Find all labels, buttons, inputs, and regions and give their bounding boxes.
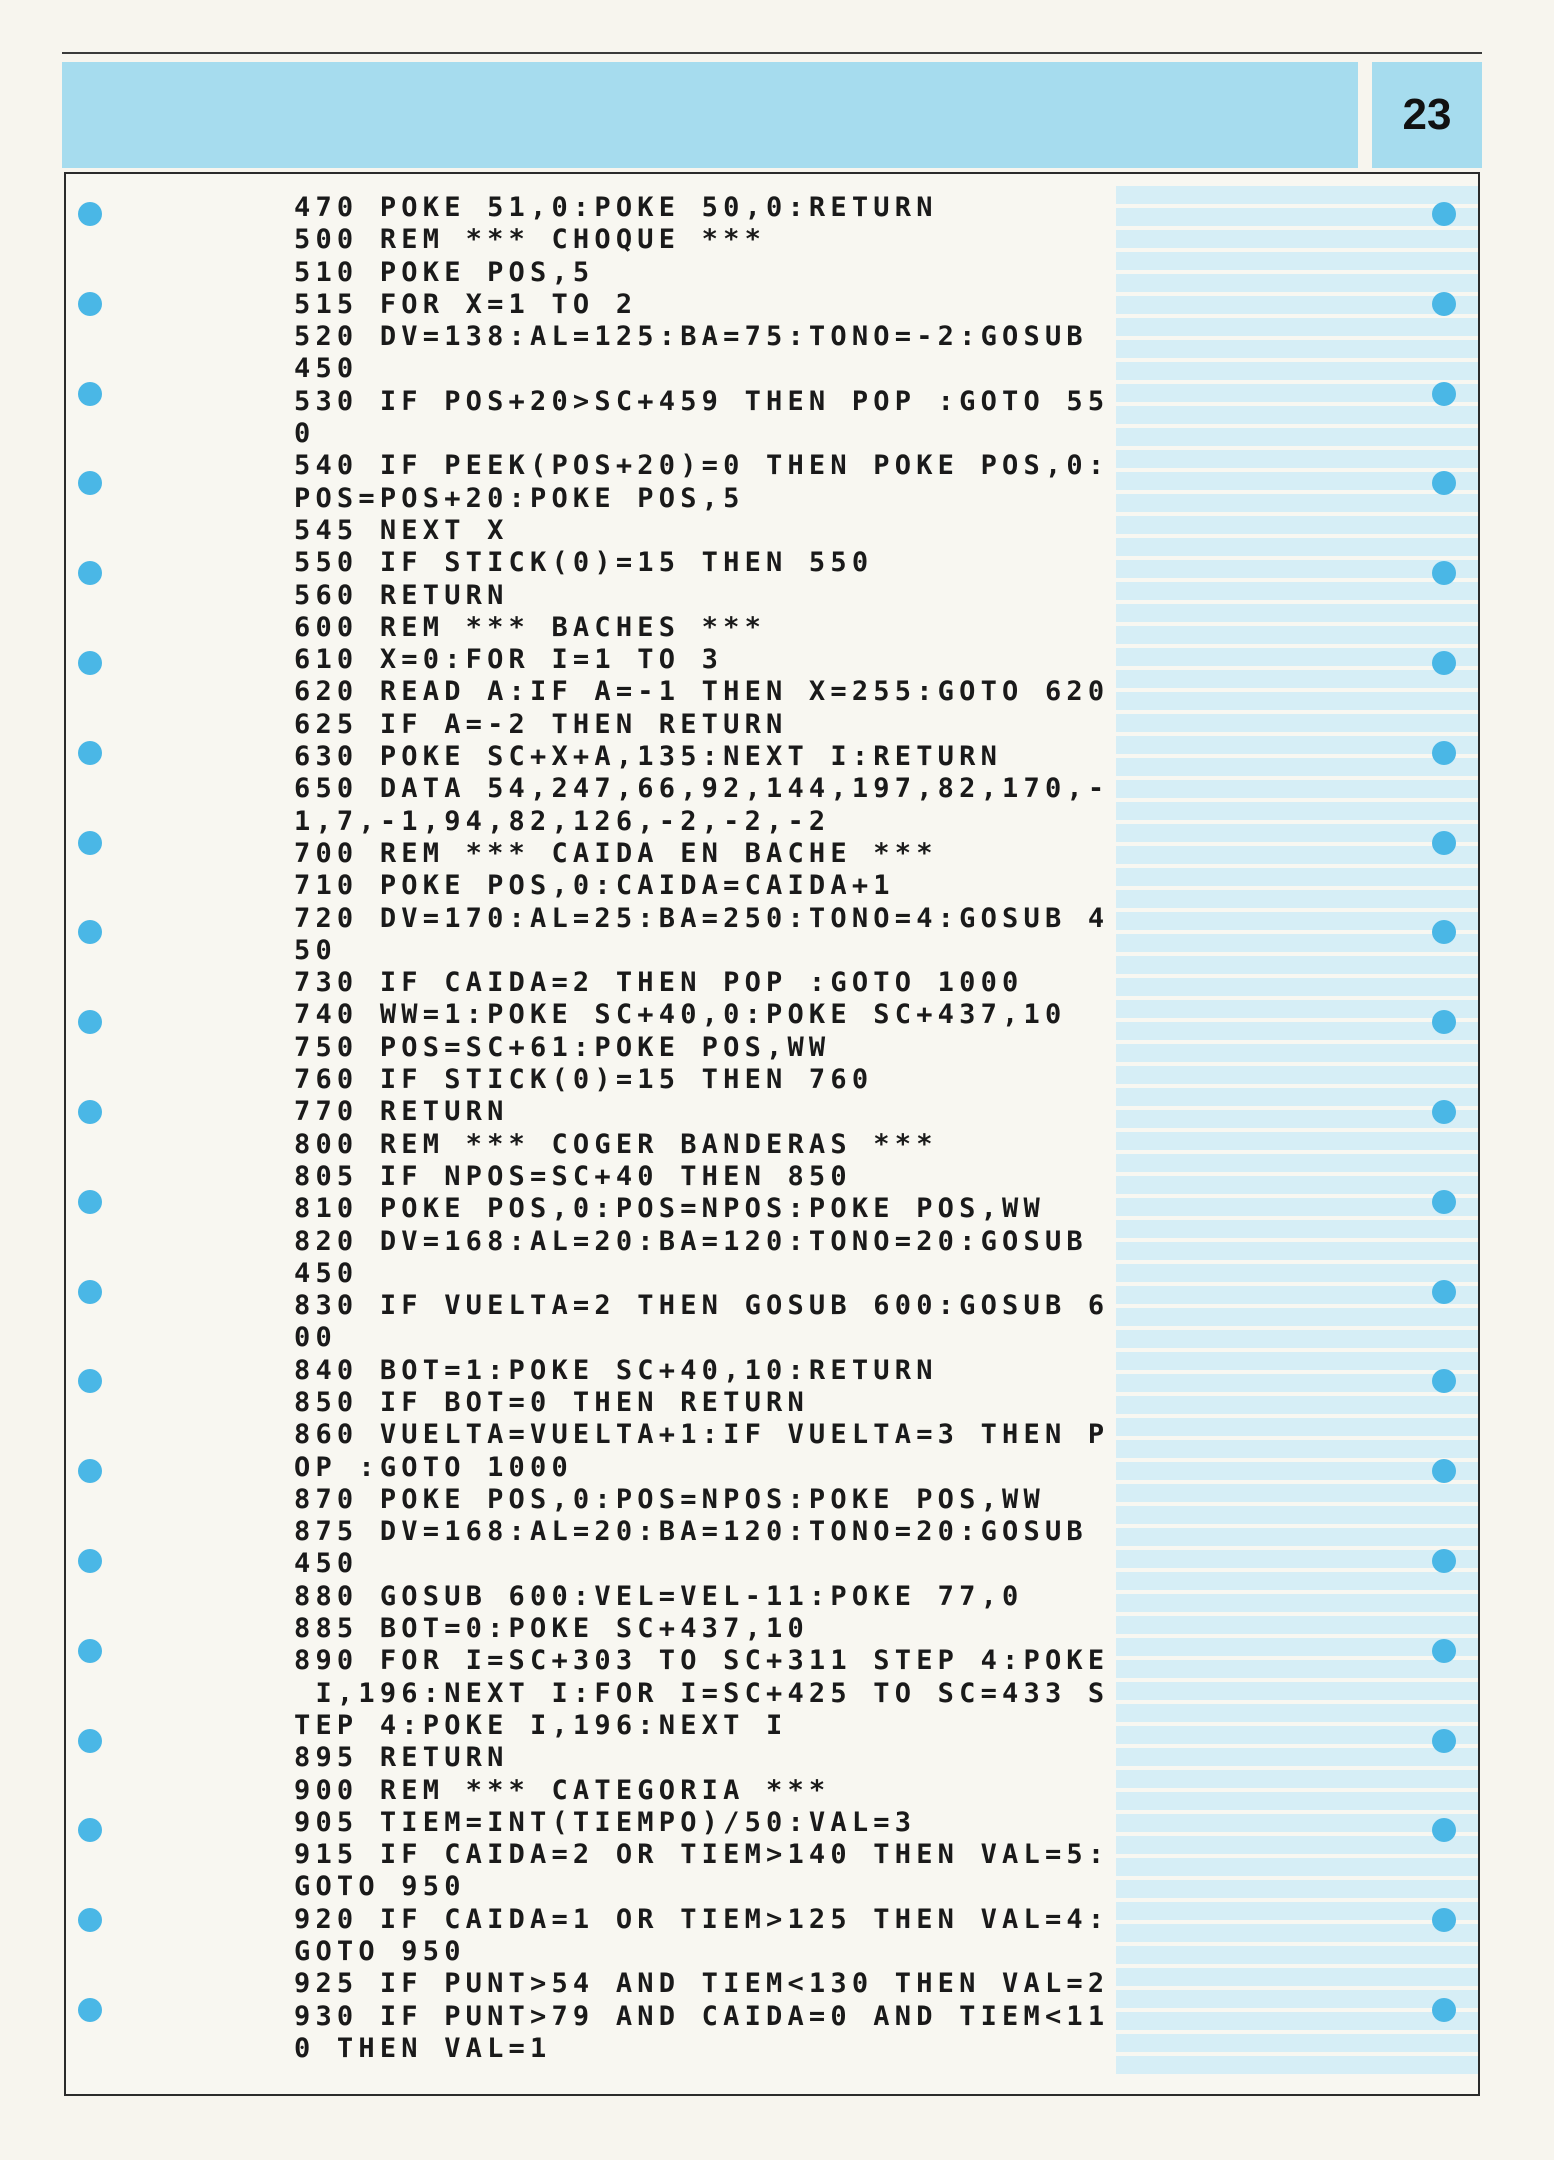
- code-line: 625 IF A=-2 THEN RETURN: [294, 708, 788, 740]
- code-line: 520 DV=138:AL=125:BA=75:TONO=-2:GOSUB: [294, 321, 1088, 353]
- printout-stripe: [1116, 1418, 1480, 1436]
- sprocket-hole-icon: [78, 202, 102, 226]
- printout-stripe: [1116, 1748, 1480, 1766]
- sprocket-hole-icon: [78, 1369, 102, 1393]
- sprocket-hole-icon: [1432, 202, 1456, 226]
- printout-stripe: [1116, 428, 1480, 446]
- printout-stripe: [1116, 736, 1480, 754]
- basic-listing: [294, 192, 1109, 2065]
- printout-stripe: [1116, 780, 1480, 798]
- printout-stripe: [1116, 406, 1480, 424]
- printout-stripe: [1116, 670, 1480, 688]
- code-line: 900 REM *** CATEGORIA ***: [294, 1774, 831, 1806]
- sprocket-hole-icon: [1432, 1908, 1456, 1932]
- sprocket-hole-icon: [78, 471, 102, 495]
- printout-stripe: [1116, 538, 1480, 556]
- printout-stripe: [1116, 1836, 1480, 1854]
- sprocket-hole-icon: [1432, 1100, 1456, 1124]
- code-line: 730 IF CAIDA=2 THEN POP :GOTO 1000: [294, 967, 1024, 999]
- printout-stripe: [1116, 1506, 1480, 1524]
- code-line: 750 POS=SC+61:POKE POS,WW: [294, 1031, 831, 1063]
- printout-stripe: [1116, 340, 1480, 358]
- printout-stripe: [1116, 2012, 1480, 2030]
- printout-stripe: [1116, 1044, 1480, 1062]
- sprocket-hole-icon: [1432, 1639, 1456, 1663]
- printout-stripe: [1116, 604, 1480, 622]
- sprocket-hole-icon: [1432, 471, 1456, 495]
- code-line: 470 POKE 51,0:POKE 50,0:RETURN: [294, 192, 938, 223]
- code-line: 50: [294, 934, 337, 966]
- printout-stripe: [1116, 1330, 1480, 1348]
- sprocket-hole-icon: [1432, 561, 1456, 585]
- sprocket-hole-icon: [1432, 1010, 1456, 1034]
- printout-stripe: [1116, 560, 1480, 578]
- printout-stripe: [1116, 912, 1480, 930]
- code-line: 00: [294, 1322, 337, 1354]
- code-line: 905 TIEM=INT(TIEMPO)/50:VAL=3: [294, 1806, 917, 1838]
- code-line: 830 IF VUELTA=2 THEN GOSUB 600:GOSUB 6: [294, 1290, 1110, 1322]
- code-line: 700 REM *** CAIDA EN BACHE ***: [294, 837, 938, 869]
- code-line: 710 POKE POS,0:CAIDA=CAIDA+1: [294, 870, 895, 902]
- code-line: 1,7,-1,94,82,126,-2,-2,-2: [294, 805, 831, 837]
- code-line: 860 VUELTA=VUELTA+1:IF VUELTA=3 THEN P: [294, 1419, 1110, 1451]
- code-line: 510 POKE POS,5: [294, 256, 595, 288]
- sprocket-hole-icon: [78, 1639, 102, 1663]
- code-line: 920 IF CAIDA=1 OR TIEM>125 THEN VAL=4:: [294, 1903, 1110, 1935]
- printout-stripe: [1116, 758, 1480, 776]
- printout-stripe: [1116, 362, 1480, 380]
- left-sprocket-holes: [78, 172, 118, 2096]
- printout-stripe: [1116, 692, 1480, 710]
- code-line: 560 RETURN: [294, 579, 509, 611]
- code-line: 545 NEXT X: [294, 514, 509, 546]
- code-line: TEP 4:POKE I,196:NEXT I: [294, 1709, 788, 1741]
- printout-stripe: [1116, 956, 1480, 974]
- printout-stripe: [1116, 802, 1480, 820]
- sprocket-hole-icon: [78, 831, 102, 855]
- sprocket-hole-icon: [1432, 1369, 1456, 1393]
- printout-stripe: [1116, 582, 1480, 600]
- sprocket-hole-icon: [1432, 1280, 1456, 1304]
- sprocket-hole-icon: [78, 1549, 102, 1573]
- printout-stripe: [1116, 208, 1480, 226]
- code-line: 850 IF BOT=0 THEN RETURN: [294, 1386, 809, 1418]
- code-line: 840 BOT=1:POKE SC+40,10:RETURN: [294, 1354, 938, 1386]
- printout-stripe: [1116, 1022, 1480, 1040]
- sprocket-hole-icon: [78, 1010, 102, 1034]
- printout-stripe: [1116, 1088, 1480, 1106]
- printout-stripe: [1116, 1132, 1480, 1150]
- printout-stripe: [1116, 1682, 1480, 1700]
- page-number: 23: [1402, 90, 1452, 139]
- code-line: 760 IF STICK(0)=15 THEN 760: [294, 1064, 874, 1096]
- printout-stripe: [1116, 472, 1480, 490]
- printout-stripe: [1116, 1374, 1480, 1392]
- printout-stripe: [1116, 978, 1480, 996]
- sprocket-hole-icon: [78, 292, 102, 316]
- sprocket-hole-icon: [78, 382, 102, 406]
- code-line: 610 X=0:FOR I=1 TO 3: [294, 644, 724, 676]
- sprocket-hole-icon: [1432, 920, 1456, 944]
- sprocket-hole-icon: [78, 1459, 102, 1483]
- code-line: 515 FOR X=1 TO 2: [294, 288, 638, 320]
- code-line: GOTO 950: [294, 1871, 466, 1903]
- printout-stripe: [1116, 648, 1480, 666]
- printout-stripe: [1116, 1704, 1480, 1722]
- printout-stripe: [1116, 1968, 1480, 1986]
- code-line: 650 DATA 54,247,66,92,144,197,82,170,-: [294, 773, 1110, 805]
- code-line: 820 DV=168:AL=20:BA=120:TONO=20:GOSUB: [294, 1225, 1088, 1257]
- printout-stripe: [1116, 846, 1480, 864]
- printout-stripe: [1116, 1286, 1480, 1304]
- code-line: 600 REM *** BACHES ***: [294, 611, 767, 643]
- printout-stripe: [1116, 2056, 1480, 2074]
- code-line: 450: [294, 353, 359, 385]
- code-line: I,196:NEXT I:FOR I=SC+425 TO SC=433 S: [294, 1677, 1110, 1709]
- code-line: 720 DV=170:AL=25:BA=250:TONO=4:GOSUB 4: [294, 902, 1110, 934]
- top-rule: [62, 52, 1482, 54]
- code-line: 805 IF NPOS=SC+40 THEN 850: [294, 1160, 852, 1192]
- printout-stripe: [1116, 1264, 1480, 1282]
- printout-stripe: [1116, 1638, 1480, 1656]
- sprocket-hole-icon: [78, 1908, 102, 1932]
- code-line: 880 GOSUB 600:VEL=VEL-11:POKE 77,0: [294, 1580, 1024, 1612]
- printout-stripe: [1116, 1242, 1480, 1260]
- sprocket-hole-icon: [78, 1729, 102, 1753]
- sprocket-hole-icon: [1432, 1459, 1456, 1483]
- printout-stripe: [1116, 1946, 1480, 1964]
- printout-stripe: [1116, 494, 1480, 512]
- printout-stripe: [1116, 1220, 1480, 1238]
- printout-stripe: [1116, 1396, 1480, 1414]
- code-line: 0: [294, 418, 316, 450]
- sprocket-hole-icon: [1432, 831, 1456, 855]
- printout-stripe: [1116, 2034, 1480, 2052]
- printout-stripe: [1116, 934, 1480, 952]
- code-line: 450: [294, 1257, 359, 1289]
- code-line: 530 IF POS+20>SC+459 THEN POP :GOTO 55: [294, 385, 1110, 417]
- printout-stripes: [1116, 174, 1480, 2094]
- header-band: [62, 62, 1358, 168]
- sprocket-hole-icon: [1432, 292, 1456, 316]
- code-line: 895 RETURN: [294, 1742, 509, 1774]
- code-line: 500 REM *** CHOQUE ***: [294, 224, 767, 256]
- printout-stripe: [1116, 1990, 1480, 2008]
- printout-stripe: [1116, 1660, 1480, 1678]
- printout-stripe: [1116, 516, 1480, 534]
- printout-stripe: [1116, 824, 1480, 842]
- printout-stripe: [1116, 1176, 1480, 1194]
- printout-stripe: [1116, 1352, 1480, 1370]
- printout-stripe: [1116, 1066, 1480, 1084]
- printout-stripe: [1116, 1924, 1480, 1942]
- printout-stripe: [1116, 626, 1480, 644]
- code-line: POS=POS+20:POKE POS,5: [294, 482, 745, 514]
- sprocket-hole-icon: [78, 920, 102, 944]
- printout-stripe: [1116, 1308, 1480, 1326]
- printout-stripe: [1116, 1440, 1480, 1458]
- sprocket-hole-icon: [1432, 741, 1456, 765]
- code-line: 0 THEN VAL=1: [294, 2032, 552, 2064]
- printout-stripe: [1116, 1572, 1480, 1590]
- printout-stripe: [1116, 1198, 1480, 1216]
- printout-stripe: [1116, 1594, 1480, 1612]
- printout-stripe: [1116, 890, 1480, 908]
- sprocket-hole-icon: [78, 741, 102, 765]
- printout-stripe: [1116, 868, 1480, 886]
- code-line: 915 IF CAIDA=2 OR TIEM>140 THEN VAL=5:: [294, 1839, 1110, 1871]
- code-line: 630 POKE SC+X+A,135:NEXT I:RETURN: [294, 741, 1003, 773]
- code-line: 770 RETURN: [294, 1096, 509, 1128]
- sprocket-hole-icon: [1432, 1549, 1456, 1573]
- code-line: 885 BOT=0:POKE SC+437,10: [294, 1613, 809, 1645]
- sprocket-hole-icon: [78, 1100, 102, 1124]
- printout-stripe: [1116, 1902, 1480, 1920]
- printout-stripe: [1116, 450, 1480, 468]
- sprocket-hole-icon: [1432, 382, 1456, 406]
- code-line: GOTO 950: [294, 1936, 466, 1968]
- printout-stripe: [1116, 384, 1480, 402]
- right-sprocket-holes: [1432, 172, 1472, 2096]
- code-line: 875 DV=168:AL=20:BA=120:TONO=20:GOSUB: [294, 1516, 1088, 1548]
- sprocket-hole-icon: [78, 1280, 102, 1304]
- printout-stripe: [1116, 1792, 1480, 1810]
- printout-stripe: [1116, 1858, 1480, 1876]
- page-number-box: [1372, 62, 1482, 168]
- sprocket-hole-icon: [78, 1818, 102, 1842]
- printout-stripe: [1116, 1528, 1480, 1546]
- sprocket-hole-icon: [1432, 1998, 1456, 2022]
- printout-stripe: [1116, 274, 1480, 292]
- printout-stripe: [1116, 1814, 1480, 1832]
- sprocket-hole-icon: [78, 561, 102, 585]
- printout-stripe: [1116, 1110, 1480, 1128]
- printout-stripe: [1116, 318, 1480, 336]
- printout-stripe: [1116, 1154, 1480, 1172]
- printout-stripe: [1116, 1880, 1480, 1898]
- printout-stripe: [1116, 1550, 1480, 1568]
- sprocket-hole-icon: [1432, 651, 1456, 675]
- code-line: 800 REM *** COGER BANDERAS ***: [294, 1128, 938, 1160]
- printout-stripe: [1116, 1616, 1480, 1634]
- sprocket-hole-icon: [1432, 1190, 1456, 1214]
- code-line: 930 IF PUNT>79 AND CAIDA=0 AND TIEM<11: [294, 2000, 1110, 2032]
- printout-stripe: [1116, 186, 1480, 204]
- printout-stripe: [1116, 714, 1480, 732]
- code-line: 740 WW=1:POKE SC+40,0:POKE SC+437,10: [294, 999, 1067, 1031]
- sprocket-hole-icon: [1432, 1818, 1456, 1842]
- code-line: 870 POKE POS,0:POS=NPOS:POKE POS,WW: [294, 1483, 1045, 1515]
- code-line: 925 IF PUNT>54 AND TIEM<130 THEN VAL=2: [294, 1968, 1110, 2000]
- printout-stripe: [1116, 1462, 1480, 1480]
- printout-stripe: [1116, 1770, 1480, 1788]
- printout-stripe: [1116, 1484, 1480, 1502]
- sprocket-hole-icon: [78, 651, 102, 675]
- sprocket-hole-icon: [78, 1190, 102, 1214]
- sprocket-hole-icon: [78, 1998, 102, 2022]
- printout-stripe: [1116, 296, 1480, 314]
- code-line: 890 FOR I=SC+303 TO SC+311 STEP 4:POKE: [294, 1645, 1110, 1677]
- sprocket-hole-icon: [1432, 1729, 1456, 1753]
- printout-stripe: [1116, 252, 1480, 270]
- code-line: 540 IF PEEK(POS+20)=0 THEN POKE POS,0:: [294, 450, 1110, 482]
- code-line: 450: [294, 1548, 359, 1580]
- code-line: 550 IF STICK(0)=15 THEN 550: [294, 547, 874, 579]
- printout-stripe: [1116, 1000, 1480, 1018]
- code-line: OP :GOTO 1000: [294, 1451, 573, 1483]
- printout-stripe: [1116, 1726, 1480, 1744]
- printout-stripe: [1116, 230, 1480, 248]
- code-line: 810 POKE POS,0:POS=NPOS:POKE POS,WW: [294, 1193, 1045, 1225]
- code-line: 620 READ A:IF A=-1 THEN X=255:GOTO 620: [294, 676, 1110, 708]
